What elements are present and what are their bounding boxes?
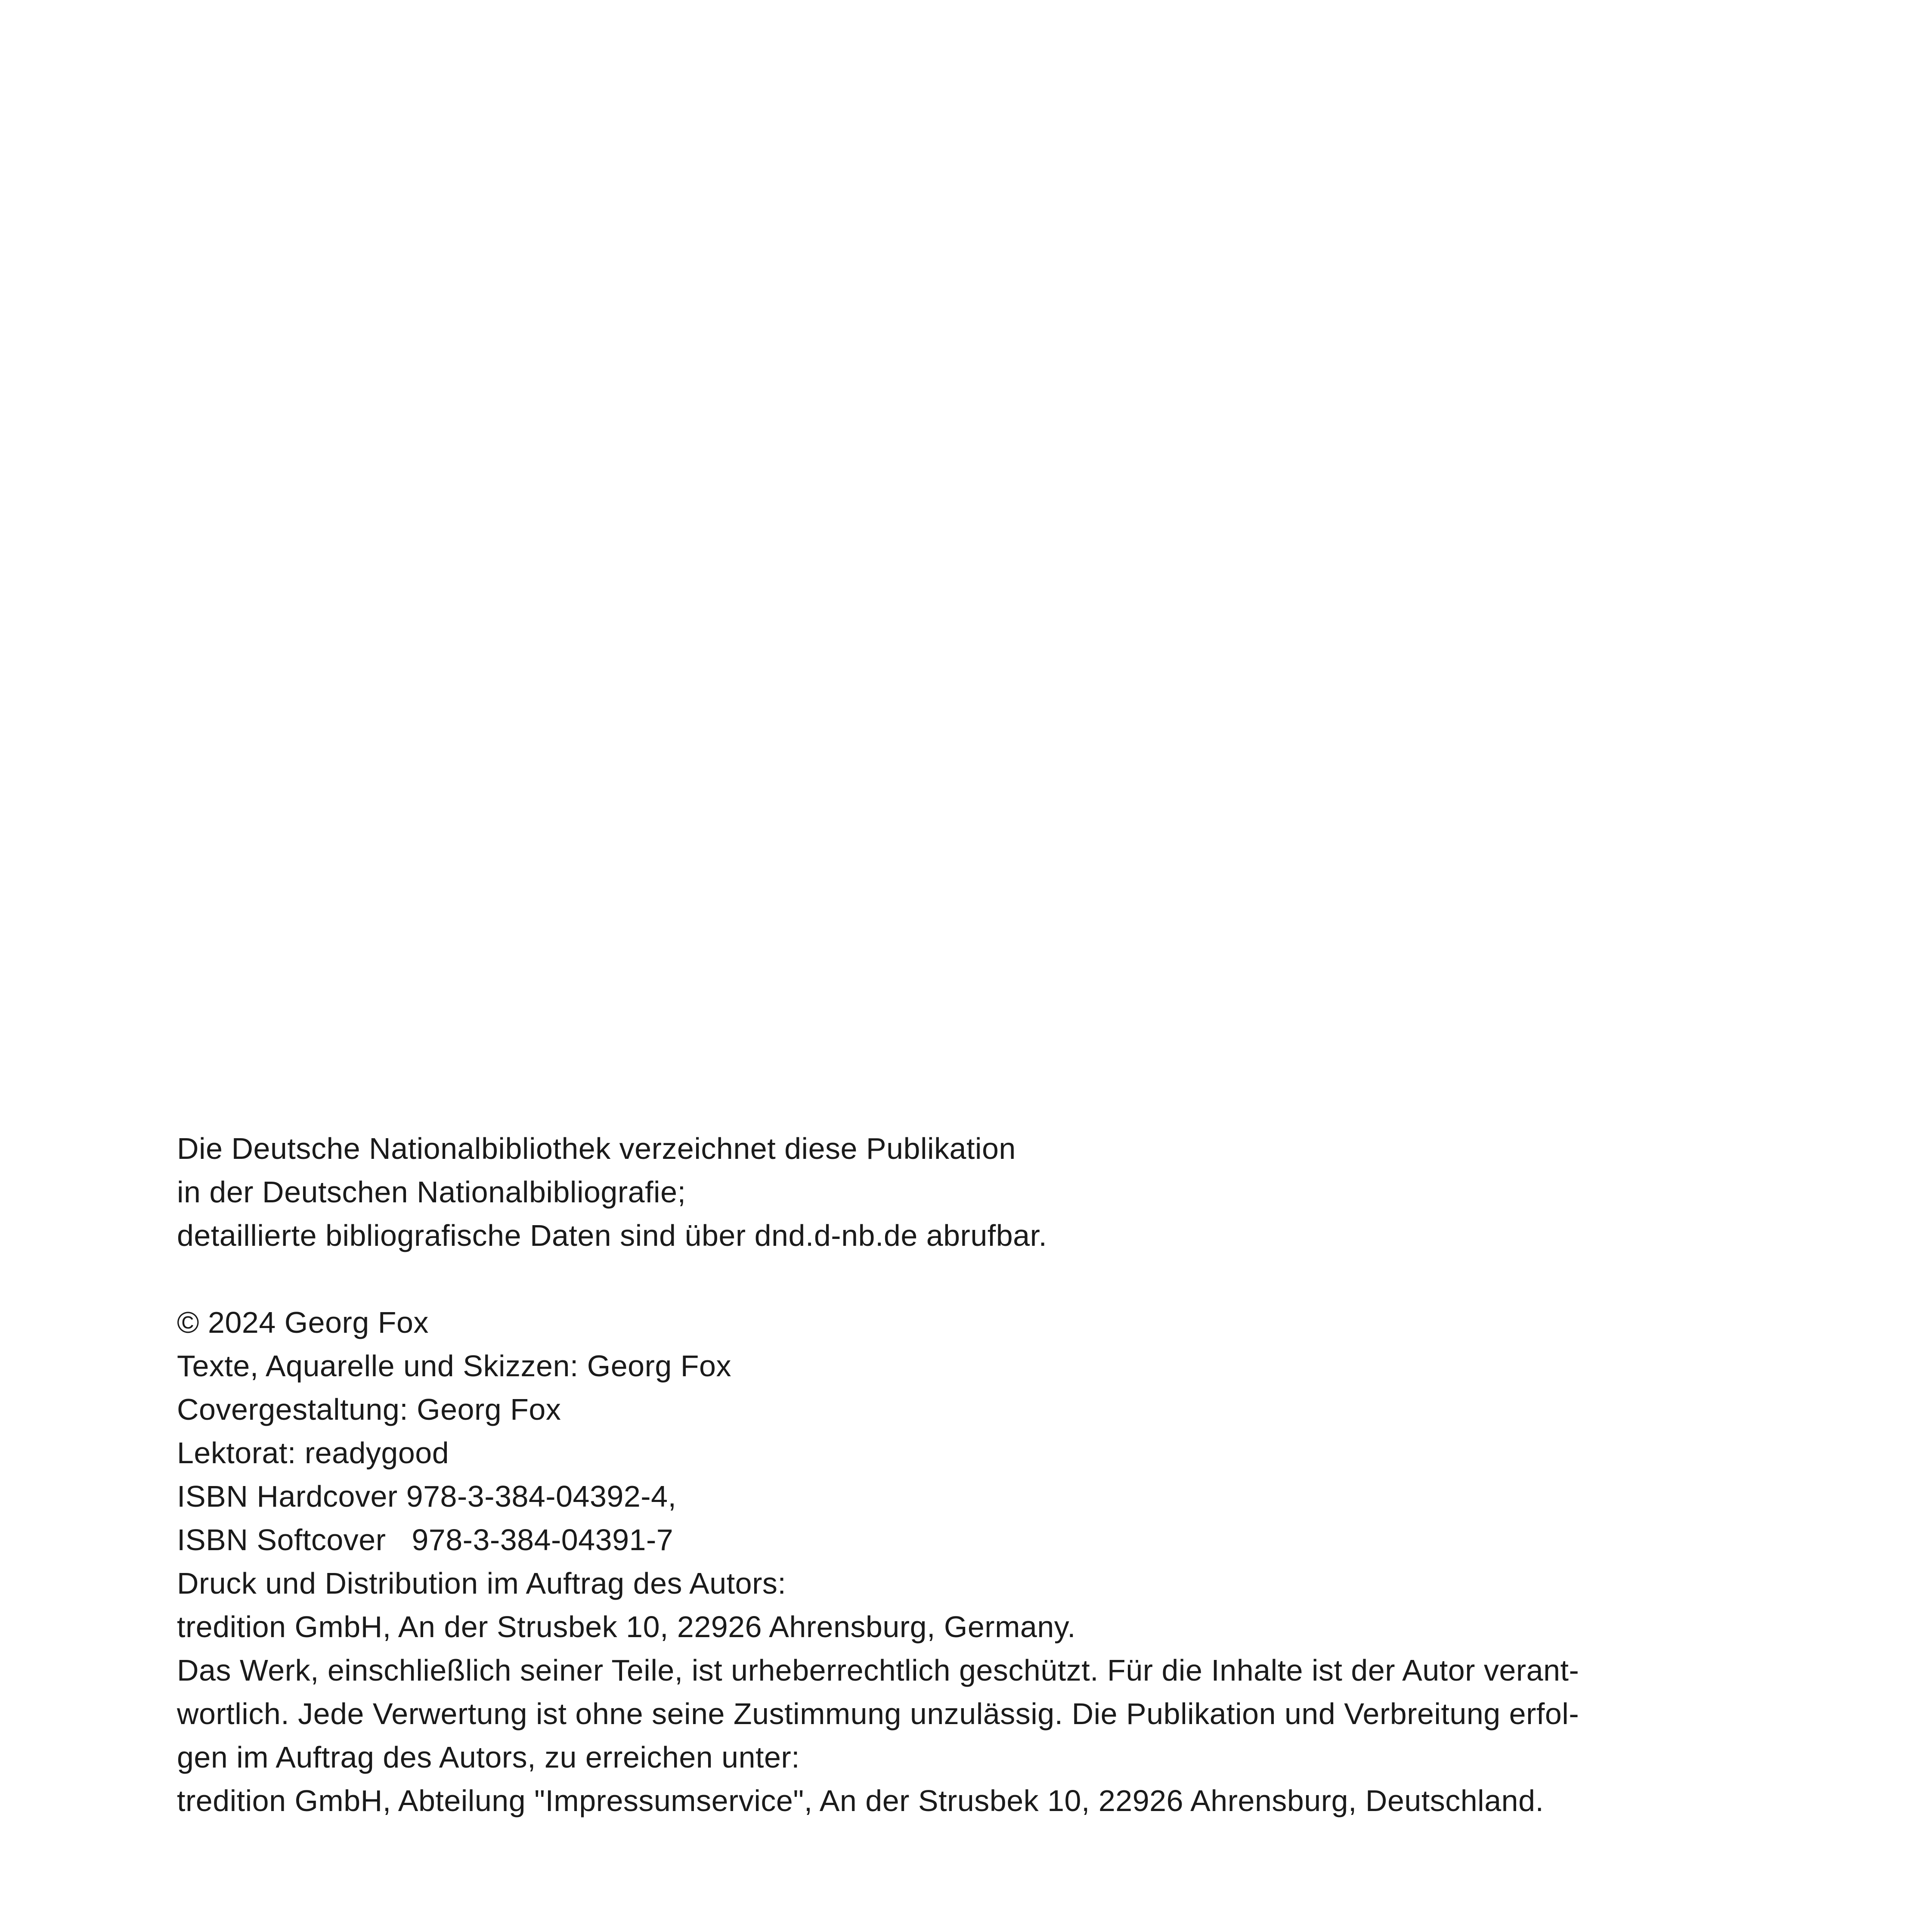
catalog-line-1: Die Deutsche Nationalbibliothek verzeichnet diese Publikation [177,1132,1016,1165]
isbn-softcover: ISBN Softcover 978-3-384-04391-7 [177,1523,674,1557]
imprint-block [177,1127,1752,1823]
catalog-line-2: in der Deutschen Nationalbibliografie; [177,1175,686,1209]
copyright-line: © 2024 Georg Fox [177,1306,429,1339]
legal-line-1: Das Werk, einschließlich seiner Teile, ist urheberrechtlich geschützt. Für die Inhalte ist der Autor verant- [177,1653,1579,1687]
editing-credit: Lektorat: readygood [177,1436,449,1470]
isbn-hardcover: ISBN Hardcover 978-3-384-04392-4, [177,1480,677,1513]
print-address: tredition GmbH, An der Strusbek 10, 22926 Ahrensburg, Germany. [177,1610,1076,1644]
legal-line-4: tredition GmbH, Abteilung "Impressumservice", An der Strusbek 10, 22926 Ahrensburg, Deutschland. [177,1784,1544,1817]
print-label: Druck und Distribution im Auftrag des Autors: [177,1567,786,1600]
section-spacer [177,1257,1752,1301]
legal-line-3: gen im Auftrag des Autors, zu erreichen unter: [177,1740,800,1774]
texts-credit: Texte, Aquarelle und Skizzen: Georg Fox [177,1349,731,1383]
cover-credit: Covergestaltung: Georg Fox [177,1393,561,1426]
catalog-line-3: detaillierte bibliografische Daten sind über dnd.d-nb.de abrufbar. [177,1219,1047,1252]
legal-line-2: wortlich. Jede Verwertung ist ohne seine Zustimmung unzulässig. Die Publikation und Verbreitung erfol- [177,1697,1579,1731]
